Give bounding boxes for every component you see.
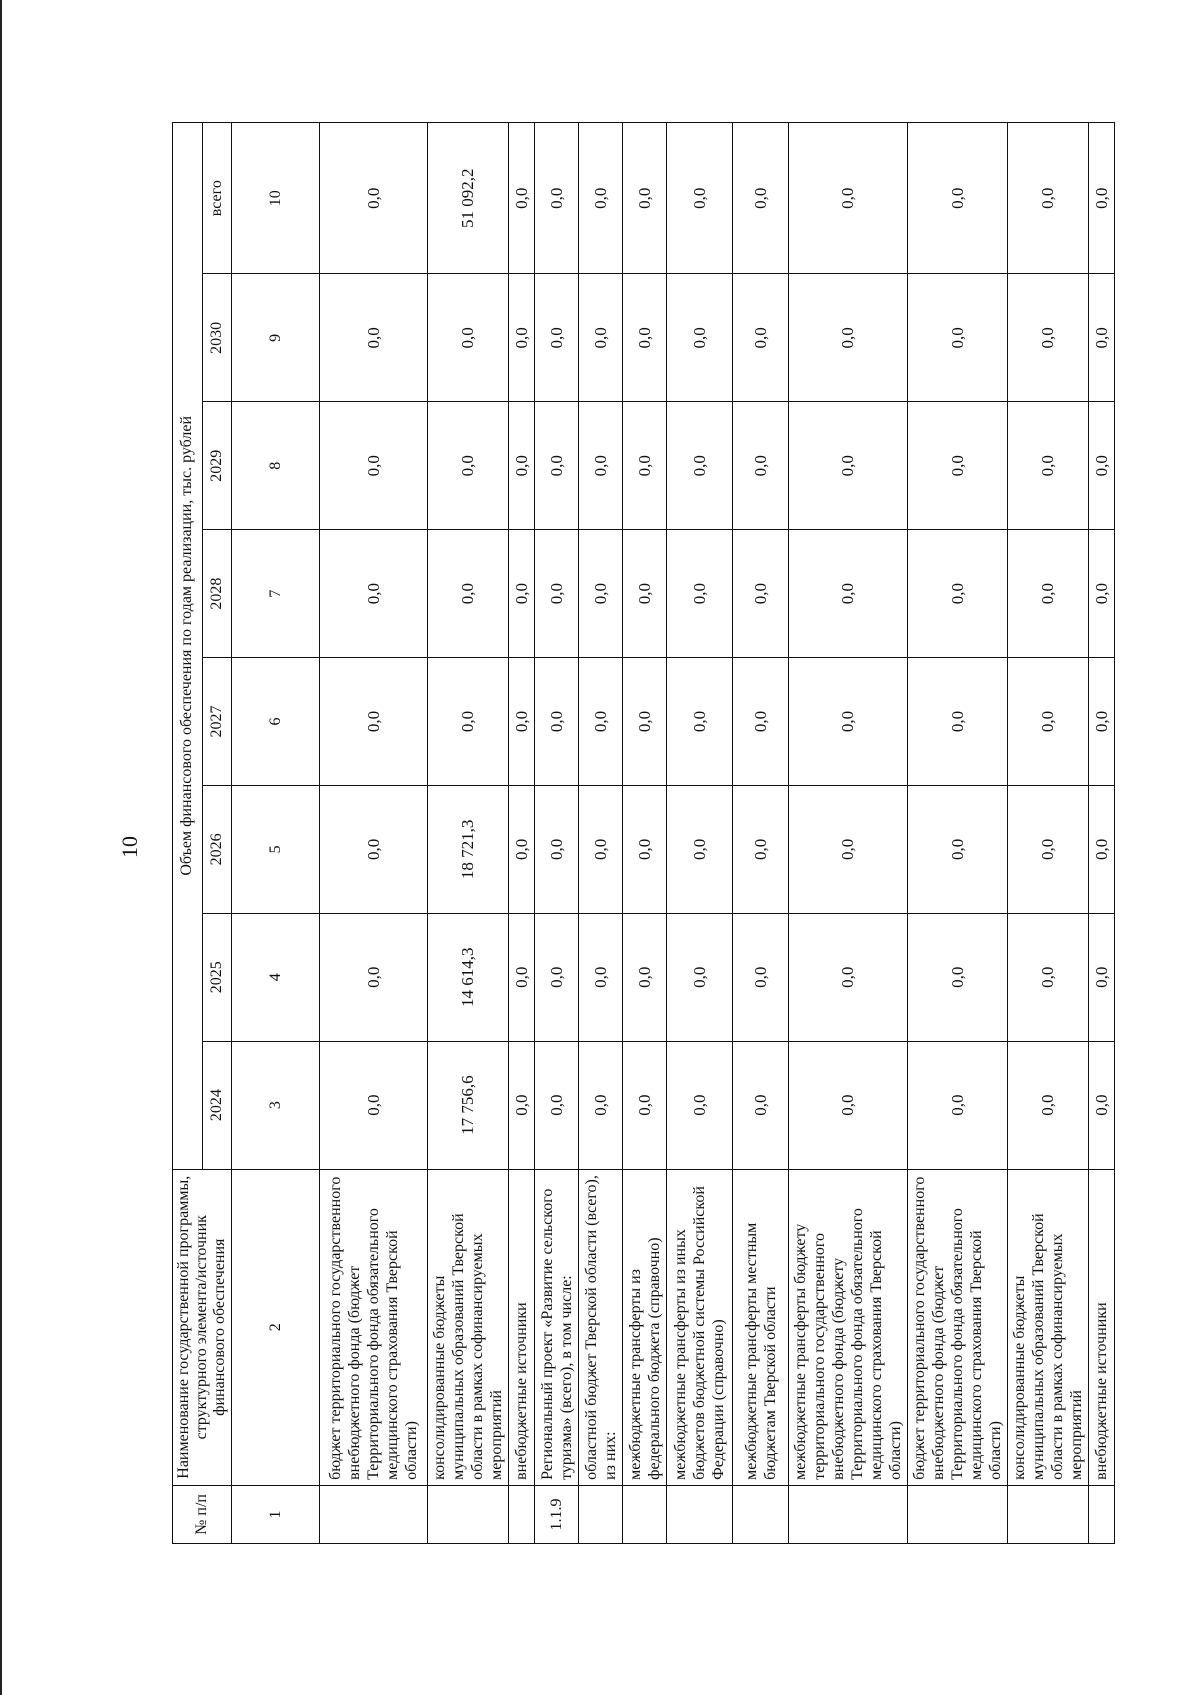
row-number-cell — [908, 1485, 1008, 1543]
column-index: 10 — [232, 123, 320, 274]
col-num-header: № п/п — [173, 1485, 232, 1543]
row-value-cell: 0,0 — [509, 530, 535, 658]
row-value-cell: 0,0 — [1089, 658, 1115, 786]
column-index: 5 — [232, 785, 320, 913]
year-header: 2027 — [202, 658, 232, 786]
row-value-cell: 0,0 — [908, 402, 1008, 530]
row-total-cell: 0,0 — [623, 123, 667, 274]
row-value-cell: 0,0 — [908, 913, 1008, 1041]
table-row — [509, 123, 535, 1544]
row-name-cell: бюджет территориального государственного внебюджетного фонда (бюджет Территориального фонда обязательного медицинского страхования Тверской области) — [908, 1169, 1008, 1485]
table-row — [908, 123, 1008, 1544]
row-value-cell: 0,0 — [320, 402, 428, 530]
row-total-cell: 0,0 — [320, 123, 428, 274]
year-header: 2025 — [202, 913, 232, 1041]
row-name-cell: консолидированные бюджеты муниципальных образований Тверской области в рамках софинансируемых мероприятий — [1008, 1169, 1089, 1485]
row-total-cell: 0,0 — [1008, 123, 1089, 274]
table-row — [535, 123, 579, 1544]
row-value-cell: 0,0 — [623, 658, 667, 786]
table-row — [1089, 123, 1115, 1544]
column-index: 6 — [232, 658, 320, 786]
row-value-cell: 0,0 — [667, 274, 733, 402]
year-header: 2029 — [202, 402, 232, 530]
row-value-cell: 0,0 — [667, 402, 733, 530]
row-value-cell: 0,0 — [623, 274, 667, 402]
table-body — [232, 123, 1115, 1544]
row-value-cell: 0,0 — [1008, 1041, 1089, 1169]
row-value-cell: 0,0 — [579, 274, 623, 402]
column-index: 1 — [232, 1485, 320, 1543]
row-value-cell: 0,0 — [1089, 530, 1115, 658]
column-index: 4 — [232, 913, 320, 1041]
row-value-cell: 0,0 — [908, 530, 1008, 658]
row-value-cell: 0,0 — [535, 274, 579, 402]
row-value-cell: 0,0 — [509, 913, 535, 1041]
group-header: Объем финансового обеспечения по годам реализации, тыс. рублей — [173, 123, 203, 1170]
year-header: 2028 — [202, 530, 232, 658]
row-value-cell: 0,0 — [509, 658, 535, 786]
table-row — [320, 123, 428, 1544]
column-index: 8 — [232, 402, 320, 530]
row-number-cell — [667, 1485, 733, 1543]
row-value-cell: 0,0 — [908, 1041, 1008, 1169]
row-value-cell: 0,0 — [320, 785, 428, 913]
row-value-cell: 0,0 — [789, 530, 908, 658]
column-index: 3 — [232, 1041, 320, 1169]
row-total-cell: 0,0 — [1089, 123, 1115, 274]
rotated-table-container — [172, 122, 1111, 1544]
row-value-cell: 0,0 — [667, 913, 733, 1041]
row-value-cell: 0,0 — [579, 913, 623, 1041]
row-value-cell: 0,0 — [667, 658, 733, 786]
row-name-cell: внебюджетные источники — [509, 1169, 535, 1485]
row-name-cell: межбюджетные трансферты из федерального бюджета (справочно) — [623, 1169, 667, 1485]
row-name-cell: межбюджетные трансферты местным бюджетам Тверской области — [733, 1169, 789, 1485]
row-name-cell: консолидированные бюджеты муниципальных образований Тверской области в рамках софинансируемых мероприятий — [428, 1169, 509, 1485]
row-value-cell: 0,0 — [789, 402, 908, 530]
row-total-cell: 51 092,2 — [428, 123, 509, 274]
row-value-cell: 0,0 — [535, 785, 579, 913]
row-value-cell: 0,0 — [579, 530, 623, 658]
row-number-cell — [1008, 1485, 1089, 1543]
row-name-cell: межбюджетные трансферты из иных бюджетов бюджетной системы Российской Федерации (справочно) — [667, 1169, 733, 1485]
row-name-cell: областной бюджет Тверской области (всего), из них: — [579, 1169, 623, 1485]
row-number-cell — [733, 1485, 789, 1543]
row-value-cell: 0,0 — [733, 1041, 789, 1169]
row-number-cell — [320, 1485, 428, 1543]
row-number-cell: 1.1.9 — [535, 1485, 579, 1543]
row-value-cell: 0,0 — [623, 913, 667, 1041]
row-value-cell: 0,0 — [428, 274, 509, 402]
row-value-cell: 0,0 — [320, 658, 428, 786]
row-total-cell: 0,0 — [509, 123, 535, 274]
column-index: 2 — [232, 1169, 320, 1485]
table-row — [428, 123, 509, 1544]
row-value-cell: 0,0 — [667, 785, 733, 913]
column-index: 7 — [232, 530, 320, 658]
row-value-cell: 0,0 — [623, 785, 667, 913]
scan-edge-line — [0, 0, 2, 1695]
row-value-cell: 0,0 — [623, 530, 667, 658]
row-value-cell: 0,0 — [579, 402, 623, 530]
row-value-cell: 0,0 — [908, 274, 1008, 402]
row-number-cell — [428, 1485, 509, 1543]
row-value-cell: 0,0 — [667, 1041, 733, 1169]
row-total-cell: 0,0 — [667, 123, 733, 274]
row-number-cell — [509, 1485, 535, 1543]
row-value-cell: 0,0 — [579, 785, 623, 913]
row-value-cell: 0,0 — [1089, 913, 1115, 1041]
table-row — [579, 123, 623, 1544]
table-row — [789, 123, 908, 1544]
table-row — [733, 123, 789, 1544]
table-row — [623, 123, 667, 1544]
total-header: всего — [202, 123, 232, 274]
row-total-cell: 0,0 — [908, 123, 1008, 274]
row-value-cell: 0,0 — [667, 530, 733, 658]
row-value-cell: 18 721,3 — [428, 785, 509, 913]
row-value-cell: 0,0 — [320, 274, 428, 402]
row-value-cell: 0,0 — [908, 785, 1008, 913]
row-value-cell: 17 756,6 — [428, 1041, 509, 1169]
row-total-cell: 0,0 — [733, 123, 789, 274]
column-index: 9 — [232, 274, 320, 402]
row-value-cell: 0,0 — [733, 658, 789, 786]
row-value-cell: 0,0 — [1008, 913, 1089, 1041]
table-row — [1008, 123, 1089, 1544]
row-value-cell: 0,0 — [320, 913, 428, 1041]
row-value-cell: 0,0 — [789, 658, 908, 786]
row-value-cell: 0,0 — [428, 658, 509, 786]
row-number-cell — [579, 1485, 623, 1543]
row-number-cell — [623, 1485, 667, 1543]
row-value-cell: 0,0 — [509, 1041, 535, 1169]
col-name-header: Наименование государственной программы, структурного элемента/источник финансового обеспечения — [173, 1169, 232, 1485]
row-value-cell: 0,0 — [320, 530, 428, 658]
row-value-cell: 0,0 — [623, 1041, 667, 1169]
row-value-cell: 0,0 — [579, 658, 623, 786]
row-value-cell: 0,0 — [789, 913, 908, 1041]
row-value-cell: 0,0 — [509, 785, 535, 913]
row-value-cell: 0,0 — [1089, 1041, 1115, 1169]
row-value-cell: 0,0 — [789, 1041, 908, 1169]
row-value-cell: 0,0 — [535, 1041, 579, 1169]
row-value-cell: 0,0 — [733, 785, 789, 913]
row-total-cell: 0,0 — [789, 123, 908, 274]
row-value-cell: 0,0 — [789, 785, 908, 913]
year-header: 2024 — [202, 1041, 232, 1169]
row-value-cell: 0,0 — [535, 402, 579, 530]
row-value-cell: 0,0 — [535, 913, 579, 1041]
row-total-cell: 0,0 — [579, 123, 623, 274]
table-row — [667, 123, 733, 1544]
column-index-row — [232, 123, 320, 1544]
row-value-cell: 0,0 — [1008, 274, 1089, 402]
row-number-cell — [1089, 1485, 1115, 1543]
row-value-cell: 0,0 — [428, 530, 509, 658]
row-value-cell: 0,0 — [733, 402, 789, 530]
row-value-cell: 0,0 — [579, 1041, 623, 1169]
row-value-cell: 0,0 — [1008, 785, 1089, 913]
row-name-cell: межбюджетные трансферты бюджету территориального государственного внебюджетного фонда (бюджету Территориального фонда обязательного медицинского страхования Тверской области) — [789, 1169, 908, 1485]
row-value-cell: 0,0 — [535, 658, 579, 786]
row-value-cell: 0,0 — [908, 658, 1008, 786]
row-name-cell: бюджет территориального государственного внебюджетного фонда (бюджет Территориального фонда обязательного медицинского страхования Тверской области) — [320, 1169, 428, 1485]
row-value-cell: 0,0 — [509, 274, 535, 402]
row-value-cell: 0,0 — [1008, 658, 1089, 786]
row-value-cell: 0,0 — [733, 274, 789, 402]
row-value-cell: 0,0 — [733, 530, 789, 658]
row-value-cell: 0,0 — [1008, 402, 1089, 530]
row-value-cell: 0,0 — [428, 402, 509, 530]
row-value-cell: 0,0 — [535, 530, 579, 658]
row-number-cell — [789, 1485, 908, 1543]
row-value-cell: 0,0 — [623, 402, 667, 530]
year-header: 2026 — [202, 785, 232, 913]
row-value-cell: 0,0 — [1089, 274, 1115, 402]
page-number: 10 — [117, 836, 142, 858]
header-row-top — [173, 123, 203, 1544]
year-header: 2030 — [202, 274, 232, 402]
row-value-cell: 0,0 — [320, 1041, 428, 1169]
row-value-cell: 14 614,3 — [428, 913, 509, 1041]
row-value-cell: 0,0 — [1008, 530, 1089, 658]
row-name-cell: Региональный проект «Развитие сельского туризма» (всего), в том числе: — [535, 1169, 579, 1485]
row-value-cell: 0,0 — [509, 402, 535, 530]
financing-table — [172, 122, 1115, 1544]
row-value-cell: 0,0 — [733, 913, 789, 1041]
row-value-cell: 0,0 — [1089, 785, 1115, 913]
row-name-cell: внебюджетные источники — [1089, 1169, 1115, 1485]
row-value-cell: 0,0 — [1089, 402, 1115, 530]
row-value-cell: 0,0 — [789, 274, 908, 402]
row-total-cell: 0,0 — [535, 123, 579, 274]
